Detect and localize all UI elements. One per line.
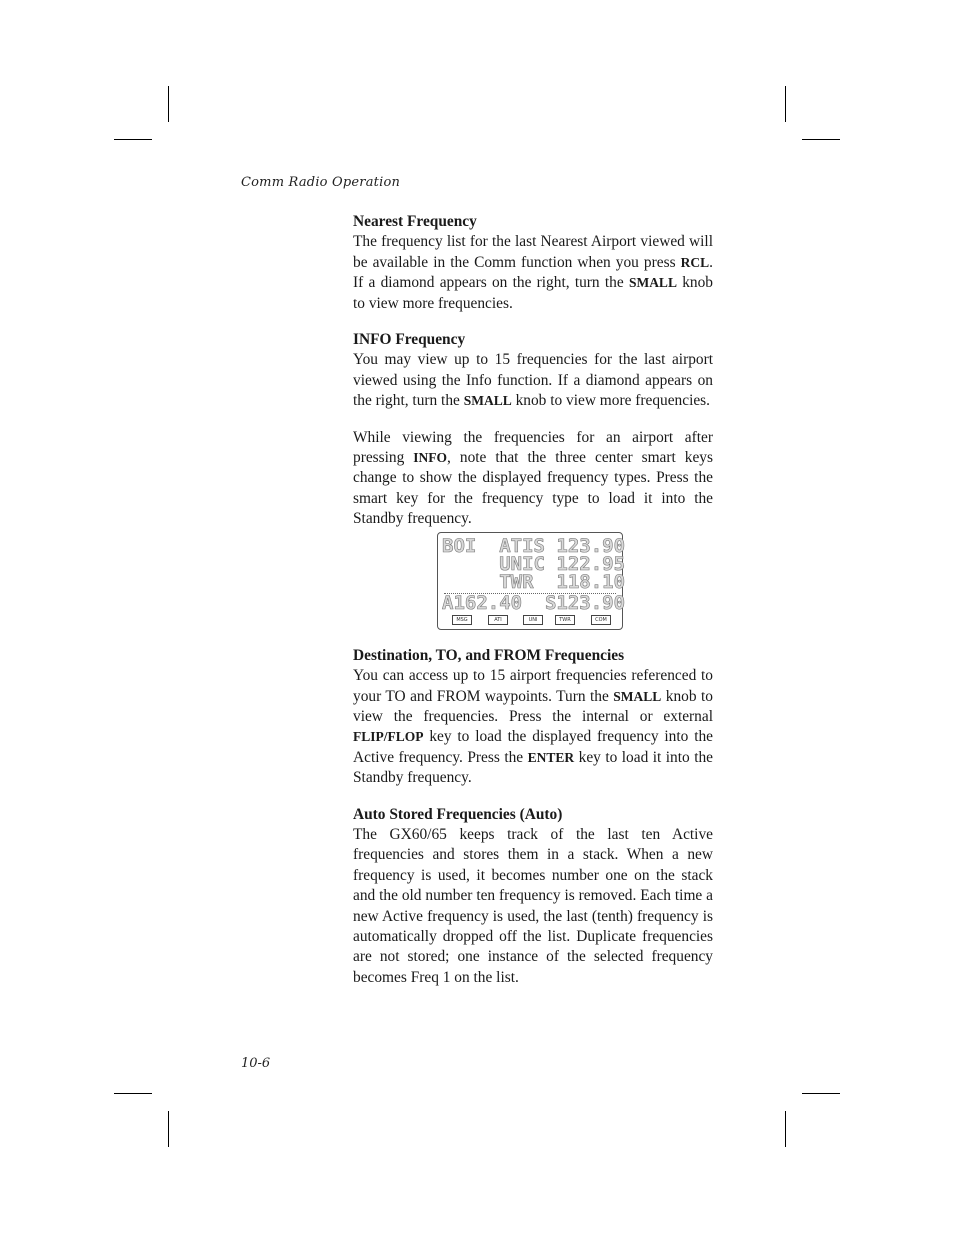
section-heading-auto: Auto Stored Frequencies (Auto) xyxy=(353,805,563,823)
text-run: knob to view more frequencies. xyxy=(353,274,713,312)
key-rcl: RCL xyxy=(680,254,710,270)
smart-key-ati: ATI xyxy=(488,615,508,625)
lcd-line-2: UNIC 122.95 xyxy=(442,552,626,575)
text-run: The frequency list for the last Nearest Airport viewed will be available in the Comm function when you press xyxy=(353,233,713,271)
lcd-line-1: BOI ATIS 123.90 xyxy=(442,534,626,557)
running-header: Comm Radio Operation xyxy=(241,175,401,190)
paragraph-auto: The GX60/65 keeps track of the last ten Active frequencies and stores them in a stack. When a new frequency is used, it becomes number one on the stack and the old number ten frequency is removed. Each time a new Active frequency is used, the last (tenth) frequency is automatically dropped off the list. Duplicate frequencies are not stored; one instance of the selected frequency becomes Freq 1 on the list. xyxy=(353,825,713,986)
text-run: knob to view the frequencies. Press the internal or external xyxy=(353,687,713,725)
text-run: You can access up to 15 airport frequencies referenced to your TO and FROM waypoints. Turn the xyxy=(353,667,713,705)
crop-mark xyxy=(168,86,169,122)
page-number: 10-6 xyxy=(241,1056,271,1071)
text-run: key to load the displayed frequency into the Active frequency. Press the xyxy=(353,728,713,766)
key-flip-flop: FLIP/FLOP xyxy=(353,729,424,745)
text-run: . If a diamond appears on the right, turn the xyxy=(353,253,713,292)
smart-key-msg: MSG xyxy=(452,615,472,625)
section-heading-nearest: Nearest Frequency xyxy=(353,213,477,230)
page-content xyxy=(353,212,713,988)
text-run: key to load it into the Standby frequency. xyxy=(353,748,714,787)
crop-mark xyxy=(802,1093,840,1094)
text-run: , note that the three center smart keys change to show the displayed frequency types. Press the smart key for the frequency type to load it into the Standby frequency. xyxy=(353,449,713,528)
key-small: SMALL xyxy=(628,275,677,291)
smart-key-twr: TWR xyxy=(555,615,575,625)
smart-key-com: COM xyxy=(591,615,611,625)
section-heading-destination: Destination, TO, and FROM Frequencies xyxy=(353,646,625,664)
paragraph-nearest xyxy=(353,232,713,314)
lcd-figure xyxy=(353,532,713,636)
paragraph-destination xyxy=(353,666,713,788)
text-run: While viewing the frequencies for an airport after pressing xyxy=(353,428,713,467)
crop-mark xyxy=(802,139,840,140)
paragraph-info-2 xyxy=(353,428,713,530)
crop-mark xyxy=(785,1111,786,1147)
lcd-line-4: A162.40 S123.90 xyxy=(442,591,626,614)
smart-keys xyxy=(452,615,612,625)
lcd-display xyxy=(437,532,626,630)
lcd-line-3: TWR 118.10 xyxy=(442,570,626,593)
smart-key-uni: UNI xyxy=(523,615,543,625)
crop-mark xyxy=(114,1093,152,1094)
key-info: INFO xyxy=(413,450,448,466)
crop-mark xyxy=(168,1111,169,1147)
section-heading-info: INFO Frequency xyxy=(353,331,466,349)
crop-mark xyxy=(114,139,152,140)
paragraph-info-1 xyxy=(353,350,713,411)
key-enter: ENTER xyxy=(527,749,575,765)
key-small: SMALL xyxy=(613,688,662,704)
key-small: SMALL xyxy=(463,393,512,409)
text-run: You may view up to 15 frequencies for the last airport viewed using the Info function. If a diamond appears on the right, turn the xyxy=(353,351,713,410)
text-run: knob to view more frequencies. xyxy=(511,392,711,410)
crop-mark xyxy=(785,86,786,122)
